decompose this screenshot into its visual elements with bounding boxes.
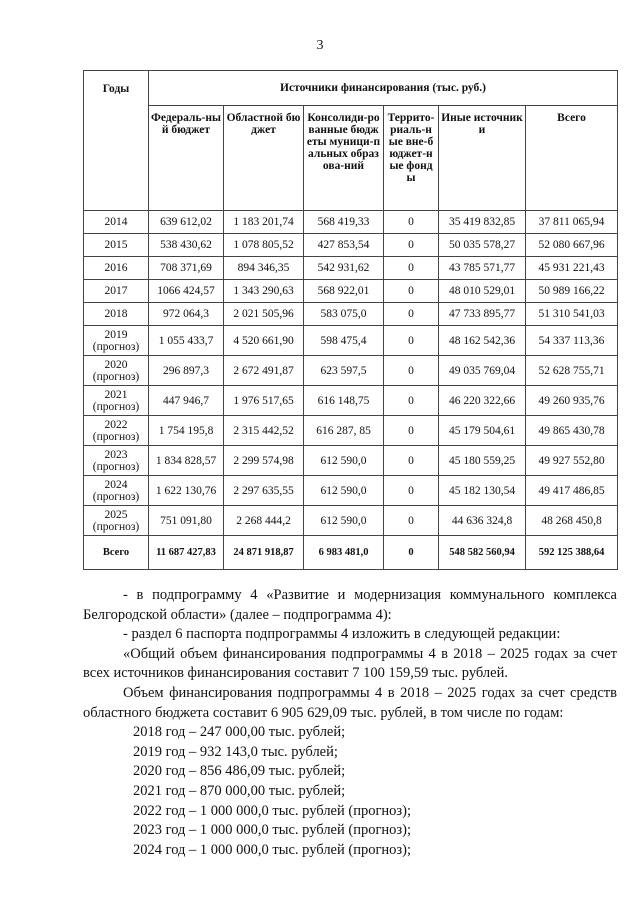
value-cell: 0: [384, 446, 439, 476]
table-row: [84, 386, 618, 416]
value-cell: 2 672 491,87: [224, 356, 304, 386]
value-cell: 1 976 517,65: [224, 386, 304, 416]
year-amount-line: 2024 год – 1 000 000,0 тыс. рублей (прогноз);: [133, 841, 412, 858]
value-cell: 0: [384, 506, 439, 536]
year-cell: [84, 257, 149, 280]
total-cell: 548 582 560,94: [439, 536, 526, 570]
value-cell: 1 834 828,57: [149, 446, 224, 476]
table-row: [84, 303, 618, 326]
value-cell: 0: [384, 257, 439, 280]
year-label: 2019: [104, 328, 128, 341]
value-cell: 2 021 505,96: [224, 303, 304, 326]
forecast-note: (прогноз): [92, 520, 140, 533]
value-cell: 568 922,01: [304, 280, 384, 303]
table-row: [84, 257, 618, 280]
table-row: [84, 416, 618, 446]
year-amount-line: 2021 год – 870 000,00 тыс. рублей;: [133, 782, 346, 799]
total-cell: 11 687 427,83: [149, 536, 224, 570]
value-cell: 46 220 322,66: [439, 386, 526, 416]
value-cell: 1 183 201,74: [224, 211, 304, 234]
header-years: Годы: [84, 71, 149, 211]
total-cell: 0: [384, 536, 439, 570]
value-cell: 45 180 559,25: [439, 446, 526, 476]
value-cell: 2 299 574,98: [224, 446, 304, 476]
value-cell: 49 417 486,85: [526, 476, 618, 506]
value-cell: 49 927 552,80: [526, 446, 618, 476]
value-cell: 972 064,3: [149, 303, 224, 326]
value-cell: 447 946,7: [149, 386, 224, 416]
total-label: Всего: [84, 536, 149, 570]
value-cell: 296 897,3: [149, 356, 224, 386]
year-cell: [84, 416, 149, 446]
value-cell: 49 035 769,04: [439, 356, 526, 386]
value-cell: 54 337 113,36: [526, 326, 618, 356]
value-cell: 51 310 541,03: [526, 303, 618, 326]
value-cell: 0: [384, 303, 439, 326]
value-cell: 538 430,62: [149, 234, 224, 257]
value-cell: 4 520 661,90: [224, 326, 304, 356]
value-cell: 1 343 290,63: [224, 280, 304, 303]
value-cell: 49 260 935,76: [526, 386, 618, 416]
value-cell: 0: [384, 476, 439, 506]
value-cell: 708 371,69: [149, 257, 224, 280]
forecast-note: (прогноз): [92, 370, 140, 383]
forecast-note: (прогноз): [92, 430, 140, 443]
body-text: [83, 586, 617, 860]
value-cell: 35 419 832,85: [439, 211, 526, 234]
value-cell: 0: [384, 211, 439, 234]
value-cell: 44 636 324,8: [439, 506, 526, 536]
value-cell: 1066 424,57: [149, 280, 224, 303]
year-amount-line: 2020 год – 856 486,09 тыс. рублей;: [133, 763, 346, 780]
value-cell: 1 622 130,76: [149, 476, 224, 506]
paragraph-total-financing: «Общий объем финансирования подпрограммы 4 в 2018 – 2025 годах за счет всех источников финансирования составит 7 100 159,59 тыс. рублей.: [83, 645, 617, 682]
value-cell: 37 811 065,94: [526, 211, 618, 234]
value-cell: 0: [384, 356, 439, 386]
value-cell: 616 148,75: [304, 386, 384, 416]
value-cell: 49 865 430,78: [526, 416, 618, 446]
forecast-note: (прогноз): [92, 460, 140, 473]
value-cell: 2 315 442,52: [224, 416, 304, 446]
value-cell: 47 733 895,77: [439, 303, 526, 326]
value-cell: 45 931 221,43: [526, 257, 618, 280]
total-cell: 592 125 388,64: [526, 536, 618, 570]
year-cell: [84, 280, 149, 303]
value-cell: 2 297 635,55: [224, 476, 304, 506]
column-header: Федераль-ный бюджет: [149, 106, 224, 211]
value-cell: 0: [384, 386, 439, 416]
table-row: [84, 234, 618, 257]
value-cell: 45 179 504,61: [439, 416, 526, 446]
table-row: [84, 280, 618, 303]
page-number: 3: [316, 38, 324, 53]
year-cell: [84, 234, 149, 257]
value-cell: 1 754 195,8: [149, 416, 224, 446]
table-row: [84, 326, 618, 356]
year-cell: [84, 386, 149, 416]
year-label: 2022: [104, 418, 128, 431]
year-amount-line: 2018 год – 247 000,00 тыс. рублей;: [133, 724, 346, 741]
value-cell: 0: [384, 234, 439, 257]
value-cell: 2 268 444,2: [224, 506, 304, 536]
year-cell: [84, 211, 149, 234]
total-row: [84, 536, 618, 570]
value-cell: 50 989 166,22: [526, 280, 618, 303]
year-label: 2023: [104, 448, 128, 461]
value-cell: 52 080 667,96: [526, 234, 618, 257]
value-cell: 52 628 755,71: [526, 356, 618, 386]
table-row: [84, 506, 618, 536]
header-sources: Источники финансирования (тыс. руб.): [149, 71, 618, 106]
table-row: [84, 356, 618, 386]
value-cell: 0: [384, 326, 439, 356]
year-label: 2024: [104, 478, 128, 491]
year-label: 2017: [104, 285, 128, 297]
year-amount-line: 2022 год – 1 000 000,0 тыс. рублей (прогноз);: [133, 802, 412, 819]
value-cell: 45 182 130,54: [439, 476, 526, 506]
value-cell: 894 346,35: [224, 257, 304, 280]
value-cell: 612 590,0: [304, 476, 384, 506]
year-cell: [84, 446, 149, 476]
value-cell: 427 853,54: [304, 234, 384, 257]
value-cell: 639 612,02: [149, 211, 224, 234]
column-header: Всего: [526, 106, 618, 211]
year-label: 2016: [104, 262, 128, 274]
value-cell: 568 419,33: [304, 211, 384, 234]
year-cell: [84, 326, 149, 356]
total-cell: 24 871 918,87: [224, 536, 304, 570]
year-amount-line: 2023 год – 1 000 000,0 тыс. рублей (прогноз);: [133, 822, 412, 839]
year-label: 2015: [104, 239, 128, 251]
year-cell: [84, 506, 149, 536]
value-cell: 43 785 571,77: [439, 257, 526, 280]
year-cell: [84, 303, 149, 326]
column-header: Иные источники: [439, 106, 526, 211]
year-label: 2018: [104, 308, 128, 320]
year-label: 2014: [104, 216, 128, 228]
value-cell: 616 287, 85: [304, 416, 384, 446]
year-label: 2025: [104, 508, 128, 521]
value-cell: 1 078 805,52: [224, 234, 304, 257]
value-cell: 751 091,80: [149, 506, 224, 536]
year-amount-line: 2019 год – 932 143,0 тыс. рублей;: [133, 743, 338, 760]
forecast-note: (прогноз): [92, 400, 140, 413]
paragraph-regional-budget: Объем финансирования подпрограммы 4 в 2018 – 2025 годах за счет средств областного бюджета составит 6 905 629,09 тыс. рублей, в том числе по годам:: [83, 684, 617, 721]
forecast-note: (прогноз): [92, 490, 140, 503]
value-cell: 48 162 542,36: [439, 326, 526, 356]
value-cell: 583 075,0: [304, 303, 384, 326]
year-cell: [84, 356, 149, 386]
financing-table: [83, 70, 618, 570]
paragraph-subprogram: - в подпрограмму 4 «Развитие и модернизация коммунального комплекса Белгородской области» (далее – подпрограмма 4):: [83, 587, 617, 623]
column-header: Консолиди-рованные бюджеты муници-пальных образова-ний: [304, 106, 384, 211]
total-cell: 6 983 481,0: [304, 536, 384, 570]
table-row: [84, 476, 618, 506]
value-cell: 612 590,0: [304, 446, 384, 476]
column-header: Террито-риаль-ные вне-бюджет-ные фонды: [384, 106, 439, 211]
forecast-note: (прогноз): [92, 340, 140, 353]
value-cell: 48 268 450,8: [526, 506, 618, 536]
table-row: [84, 446, 618, 476]
value-cell: 1 055 433,7: [149, 326, 224, 356]
value-cell: 50 035 578,27: [439, 234, 526, 257]
value-cell: 612 590,0: [304, 506, 384, 536]
value-cell: 542 931,62: [304, 257, 384, 280]
value-cell: 0: [384, 416, 439, 446]
table-row: [84, 211, 618, 234]
value-cell: 598 475,4: [304, 326, 384, 356]
year-label: 2020: [104, 358, 128, 371]
value-cell: 0: [384, 280, 439, 303]
paragraph-section: - раздел 6 паспорта подпрограммы 4 изложить в следующей редакции:: [123, 626, 561, 643]
column-header: Областной бюджет: [224, 106, 304, 211]
value-cell: 623 597,5: [304, 356, 384, 386]
year-label: 2021: [104, 388, 128, 401]
value-cell: 48 010 529,01: [439, 280, 526, 303]
year-cell: [84, 476, 149, 506]
